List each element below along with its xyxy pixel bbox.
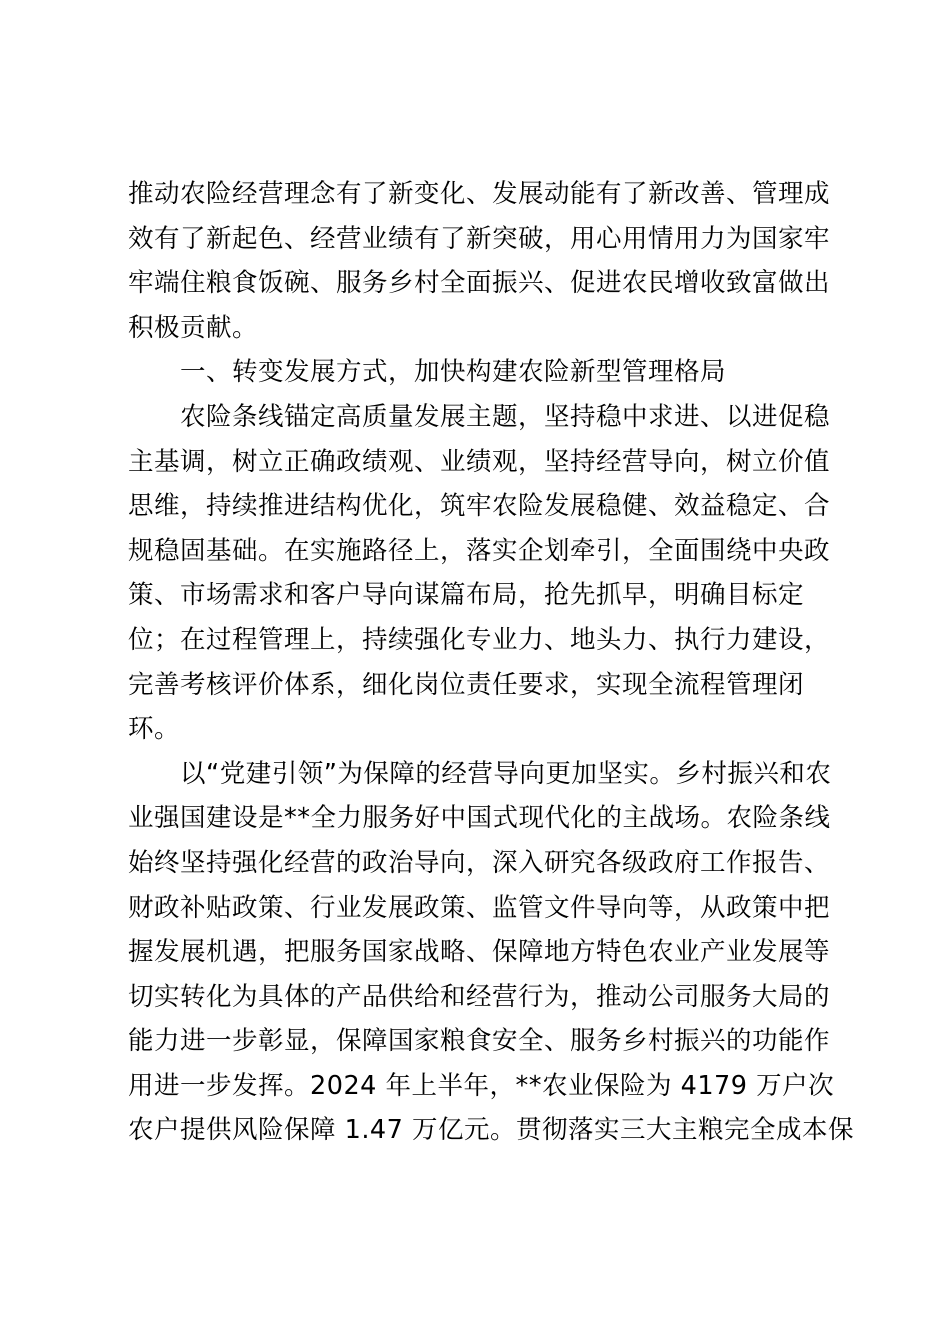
text-line: 主基调，树立正确政绩观、业绩观，坚持经营导向，树立价值 <box>128 446 831 477</box>
text-line: 规稳固基础。在实施路径上，落实企划牵引，全面围绕中央政 <box>128 535 831 566</box>
text-line: 效有了新起色、经营业绩有了新突破，用心用情用力为国家牢 <box>128 223 831 254</box>
text-line: 积极贡献。 <box>128 312 259 343</box>
text-line: 以“党建引领”为保障的经营导向更加坚实。乡村振兴和农 <box>180 758 832 789</box>
document-body <box>128 172 854 1153</box>
text-line: 环。 <box>128 714 181 745</box>
text-line: 能力进一步彰显，保障国家粮食安全、服务乡村振兴的功能作 <box>128 1026 831 1057</box>
text-line: 策、市场需求和客户导向谋篇布局，抢先抓早，明确目标定 <box>128 580 805 611</box>
section-heading <box>128 350 828 395</box>
text-line: 农险条线锚定高质量发展主题，坚持稳中求进、以进促稳 <box>180 401 831 432</box>
text-line: 用进一步发挥。2024 年上半年，**农业保险为 4179 万户次 <box>128 1070 835 1101</box>
heading-line: 一、转变发展方式，加快构建农险新型管理格局 <box>180 357 727 388</box>
text-line: 财政补贴政策、行业发展政策、监管文件导向等，从政策中把 <box>128 892 831 923</box>
text-line: 农户提供风险保障 1.47 万亿元。贯彻落实三大主粮完全成本保 <box>128 1115 854 1146</box>
body-paragraph-1 <box>128 395 831 752</box>
text-line: 始终坚持强化经营的政治导向，深入研究各级政府工作报告、 <box>128 847 831 878</box>
text-line: 业强国建设是**全力服务好中国式现代化的主战场。农险条线 <box>128 803 831 834</box>
intro-paragraph <box>128 172 831 350</box>
text-line: 推动农险经营理念有了新变化、发展动能有了新改善、管理成 <box>128 179 831 209</box>
body-paragraph-2 <box>128 752 854 1153</box>
text-line: 思维，持续推进结构优化，筑牢农险发展稳健、效益稳定、合 <box>128 491 831 522</box>
text-line: 切实转化为具体的产品供给和经营行为，推动公司服务大局的 <box>128 981 831 1012</box>
text-line: 牢端住粮食饭碗、服务乡村全面振兴、促进农民增收致富做出 <box>128 268 831 299</box>
text-line: 完善考核评价体系，细化岗位责任要求，实现全流程管理闭 <box>128 669 805 700</box>
text-line: 握发展机遇，把服务国家战略、保障地方特色农业产业发展等 <box>128 937 831 968</box>
text-line: 位；在过程管理上，持续强化专业力、地头力、执行力建设， <box>128 624 831 655</box>
